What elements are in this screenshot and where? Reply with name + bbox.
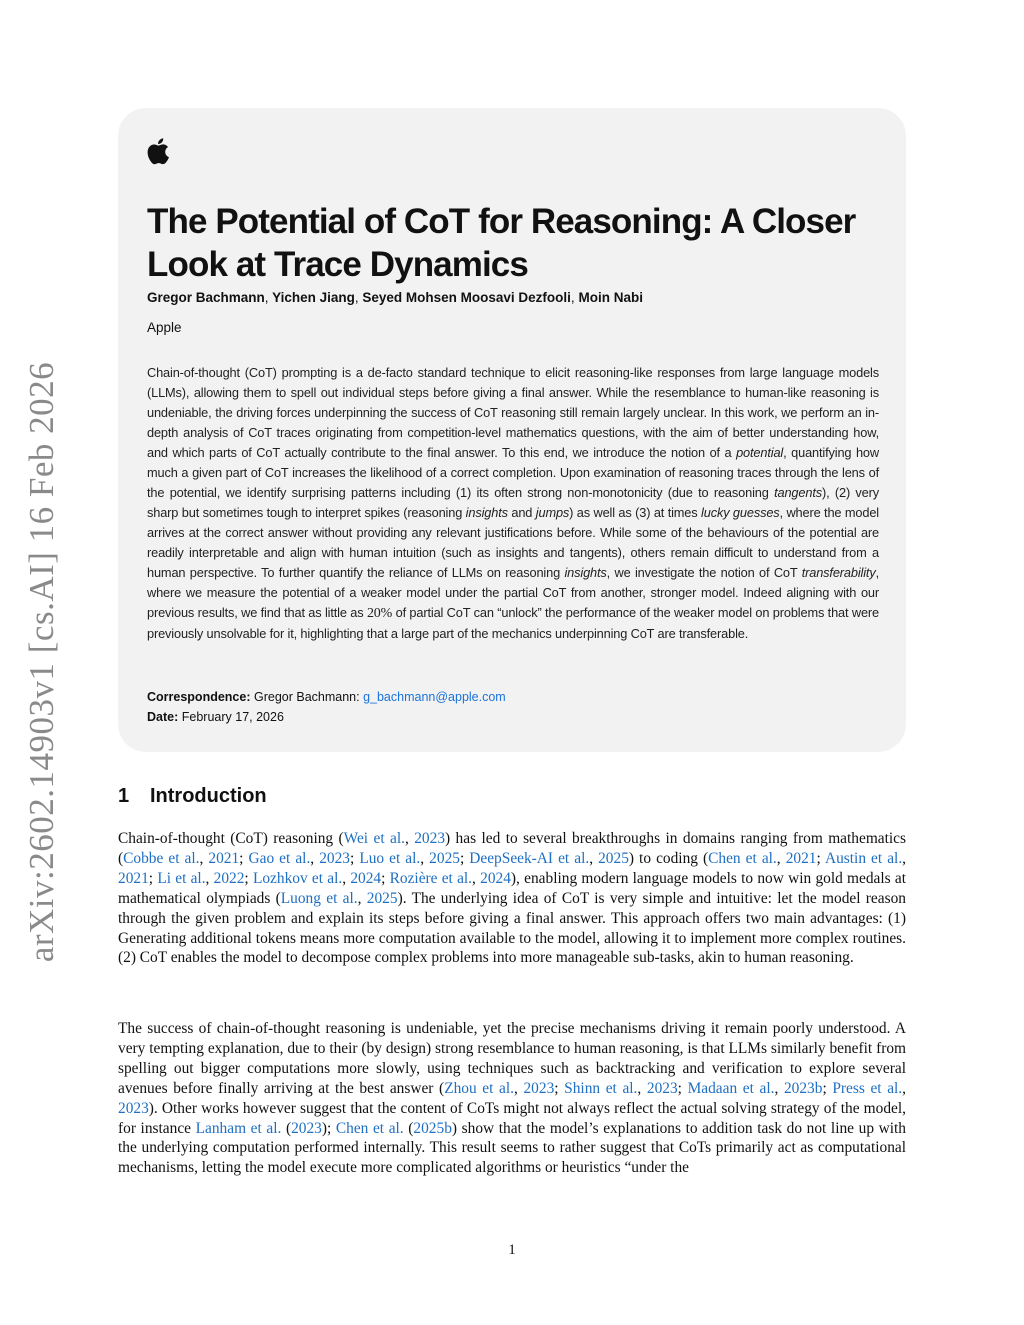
body-text-run: ) show that the model’s explanations to addition task do not line up with the underlying computation performed internally. This result seems to rather suggest that CoTs primarily act as computational mechanisms, letting the model execute more complicated algorithms or heuristics “under the <box>118 1119 906 1177</box>
citation-link[interactable]: 2023 <box>523 1079 555 1097</box>
intro-paragraph-2 <box>118 1019 906 1178</box>
intro-paragraph-1 <box>118 829 906 968</box>
body-text-run: , <box>342 869 351 887</box>
body-text-run: , <box>774 1079 784 1097</box>
citation-link[interactable]: Austin et al. <box>824 849 903 867</box>
citation-link[interactable]: Press et al. <box>832 1079 903 1097</box>
body-text-run: ); <box>321 1119 336 1137</box>
citation-link[interactable]: 2021 <box>785 849 817 867</box>
body-text-run: ; <box>381 869 390 887</box>
correspondence-email-link[interactable]: g_bachmann@apple.com <box>363 690 506 704</box>
paper-title: The Potential of CoT for Reasoning: A Closer Look at Trace Dynamics <box>147 202 856 284</box>
correspondence-line <box>147 690 506 704</box>
correspondence-label: Correspondence: <box>147 690 251 704</box>
body-text-run: ; <box>459 849 470 867</box>
body-text-run: , <box>310 849 320 867</box>
author-name: Seyed Mohsen Moosavi Dezfooli <box>362 290 571 305</box>
body-text-run: The success of chain-of-thought reasoning is undeniable, yet the precise mechanisms driving it remain poorly understood. A very tempting explanation, due to their (by design) strong resemblance to human reasoning, is that LLMs similarly benefit from spelling out bigger computations more slowly, using techniques such as backtracking and verification to explore several avenues before finally arriving at the best answer ( <box>118 1020 906 1097</box>
body-text-run: , <box>589 849 599 867</box>
body-text-run: ; <box>554 1079 565 1097</box>
date-line <box>147 710 284 724</box>
citation-link[interactable]: Shinn et al. <box>564 1079 638 1097</box>
body-text-run: , <box>420 849 430 867</box>
body-text-run: ), enabling modern language models to now win gold medals at mathematical olympiads ( <box>118 869 906 907</box>
body-text-run: , <box>404 830 415 847</box>
author-list: Gregor Bachmann, Yichen Jiang, Seyed Mohsen Moosavi Dezfooli, Moin Nabi <box>147 290 643 305</box>
body-text-run: , <box>205 869 214 887</box>
body-text-run: ; <box>816 849 825 867</box>
body-text-run: ( <box>403 1119 414 1137</box>
citation-link[interactable]: 2023 <box>118 1099 149 1117</box>
citation-link[interactable]: Li et al. <box>157 869 206 887</box>
body-text-run: ). The underlying idea of CoT is very simple and intuitive: let the model reason through the given problem and explain its steps before giving a final answer. This approach offers two main advantages: (1) Generating additional tokens means more computation available to the model, allowing it to implement more complex routines. (2) CoT enables the model to decompose complex problems into more manageable sub-tasks, akin to human reasoning. <box>118 889 906 967</box>
citation-link[interactable]: Rozière et al. <box>389 869 473 887</box>
citation-link[interactable]: 2021 <box>208 849 240 867</box>
body-text-run: , <box>776 849 786 867</box>
body-text-run: , <box>514 1079 524 1097</box>
citation-link[interactable]: 2021 <box>118 869 149 887</box>
citation-link[interactable]: Luo et al. <box>359 849 421 867</box>
body-text-run: , <box>472 869 481 887</box>
body-text-run: ( <box>281 1119 292 1137</box>
body-text-run: ) to coding ( <box>628 849 709 867</box>
author-name: Gregor Bachmann <box>147 290 265 305</box>
citation-link[interactable]: 2025 <box>598 849 629 867</box>
abstract: Chain-of-thought (CoT) prompting is a de-facto standard technique to elicit reasoning-like responses from large language models (LLMs), allowing them to spell out individual steps before giving a final answer. While the resemblance to human-like reasoning is undeniable, the driving forces underpinning the success of CoT reasoning still remain largely unclear. In this work, we perform an in-depth analysis of CoT traces originating from competition-level mathematics questions, with the aim of better understanding how, and which parts of CoT actually contribute to the final answer. To this end, we introduce the notion of a potential, quantifying how much a given part of CoT increases the likelihood of a correct completion. Upon examination of reasoning traces through the lens of the potential, we identify surprising patterns including (1) its often strong non-monotonicity (due to reasoning tangents), (2) very sharp but sometimes tough to interpret spikes (reasoning insights and jumps) as well as (3) at times lucky guesses, where the model arrives at the correct answer without providing any relevant justifications before. While some of the behaviours of the potential are readily interpretable and align with human intuition (such as insights and tangents), others remain difficult to understand from a human perspective. To further quantify the reliance of LLMs on reasoning insights, we investigate the notion of CoT transferability, where we measure the potential of a weaker model under the partial CoT from another, stronger model. Indeed aligning with our previous results, we find that as little as 20% of partial CoT can “unlock” the performance of the weaker model on problems that were previously unsolvable for it, highlighting that a large part of the mechanics underpinning CoT are transferable. <box>147 365 880 641</box>
citation-link[interactable]: 2025 <box>366 889 398 907</box>
citation-link[interactable]: Chen et al. <box>335 1119 404 1137</box>
citation-link[interactable]: Lanham et al. <box>195 1119 282 1137</box>
citation-link[interactable]: Cobbe et al. <box>123 849 200 867</box>
arxiv-identifier-stamp: arXiv:2602.14903v1 [cs.AI] 16 Feb 2026 <box>22 361 61 963</box>
citation-link[interactable]: DeepSeek-AI et al. <box>469 849 590 867</box>
citation-link[interactable]: 2025 <box>429 849 460 867</box>
correspondence-name: Gregor Bachmann: <box>253 690 360 704</box>
body-text-run: , <box>902 849 907 867</box>
citation-link[interactable]: Luong et al. <box>280 889 358 907</box>
citation-link[interactable]: 2024 <box>480 869 511 887</box>
citation-link[interactable]: Chen et al. <box>708 849 777 867</box>
apple-logo-icon <box>144 136 170 166</box>
citation-link[interactable]: 2023 <box>319 849 350 867</box>
citation-link[interactable]: 2023 <box>291 1119 322 1137</box>
citation-link[interactable]: Lozhkov et al. <box>252 869 343 887</box>
header-card <box>118 108 906 752</box>
body-text-run: ; <box>244 869 253 887</box>
section-number: 1 <box>118 785 130 807</box>
citation-link[interactable]: Gao et al. <box>248 849 311 867</box>
date-value: February 17, 2026 <box>181 710 284 724</box>
body-text-run: ; <box>349 849 360 867</box>
section-title: Introduction <box>150 785 267 807</box>
body-text-run: , <box>357 889 367 907</box>
citation-link[interactable]: 2023 <box>646 1079 678 1097</box>
citation-link[interactable]: 2023 <box>414 830 446 847</box>
affiliation: Apple <box>147 320 182 335</box>
citation-link[interactable]: Madaan et al. <box>687 1079 775 1097</box>
body-text-run: , <box>637 1079 647 1097</box>
body-text-run: ) has led to several breakthroughs in domains ranging from mathematics ( <box>118 830 906 867</box>
author-name: Yichen Jiang <box>272 290 355 305</box>
author-name: Moin Nabi <box>578 290 643 305</box>
date-label: Date: <box>147 710 179 724</box>
body-text-run: ; <box>148 869 158 887</box>
citation-link[interactable]: 2025b <box>413 1119 452 1137</box>
page-number: 1 <box>508 1242 516 1258</box>
body-text-run: ; <box>822 1079 833 1097</box>
section-heading <box>118 785 267 808</box>
body-text-run: Chain-of-thought (CoT) reasoning ( <box>118 830 344 847</box>
citation-link[interactable]: Zhou et al. <box>444 1079 514 1097</box>
citation-link[interactable]: Wei et al. <box>343 830 405 847</box>
citation-link[interactable]: 2022 <box>213 869 245 887</box>
body-text-run: , <box>902 1079 907 1097</box>
body-text-run: , <box>199 849 209 867</box>
body-text-run: ; <box>677 1079 688 1097</box>
citation-link[interactable]: 2024 <box>350 869 382 887</box>
body-text-run: ). Other works however suggest that the content of CoTs might not always reflect the actual solving strategy of the model, for instance <box>118 1099 906 1137</box>
citation-link[interactable]: 2023b <box>783 1079 823 1097</box>
body-text-run: ; <box>239 849 249 867</box>
